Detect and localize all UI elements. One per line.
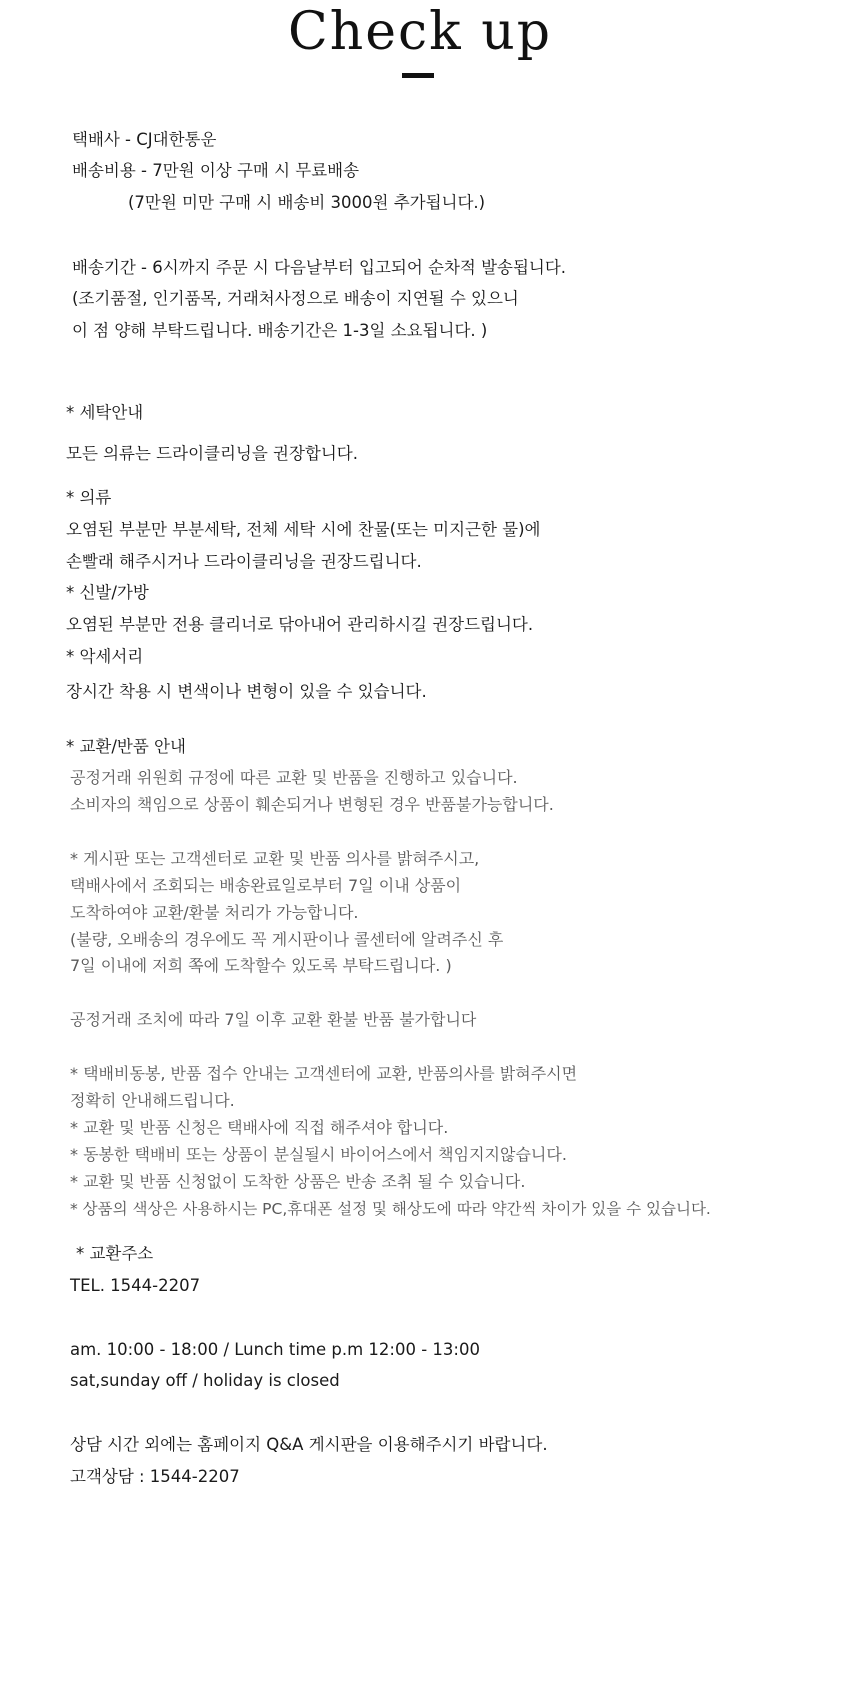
accessory-text: 장시간 착용 시 변색이나 변형이 있을 수 있습니다. [66,682,427,701]
accessory-heading: * 악세서리 [66,647,144,666]
shipping-period: 배송기간 - 6시까지 주문 시 다음날부터 입고되어 순차적 발송됩니다. [72,258,567,277]
exchange-rule-2: 소비자의 책임으로 상품이 훼손되거나 변형된 경우 반품불가능합니다. [70,795,554,814]
shipping-period-note-1: (조기품절, 인기품목, 거래처사정으로 배송이 지연될 수 있으니 [72,289,519,308]
exchange-heading: * 교환/반품 안내 [66,737,186,756]
exchange-note-4: * 동봉한 택배비 또는 상품이 분실될시 바이어스에서 책임지지않습니다. [70,1145,567,1164]
exchange-note-5: * 교환 및 반품 신청없이 도착한 상품은 반송 조취 될 수 있습니다. [70,1172,526,1191]
contact-closed-days: sat,sunday off / holiday is closed [70,1371,340,1390]
contact-consult-phone: 고객상담 : 1544-2207 [70,1467,240,1486]
exchange-note-6: * 상품의 색상은 사용하시는 PC,휴대폰 설정 및 해상도에 따라 약간씩 차이가 있을 수 있습니다. [70,1200,711,1218]
exchange-note-2: 정확히 안내해드립니다. [70,1091,235,1110]
exchange-process-3: 도착하여야 교환/환불 처리가 가능합니다. [70,903,359,922]
title-underline [402,73,434,78]
exchange-note-1: * 택배비동봉, 반품 접수 안내는 고객센터에 교환, 반품의사를 밝혀주시면 [70,1064,578,1083]
clothing-heading: * 의류 [66,488,112,507]
exchange-process-4: (불량, 오배송의 경우에도 꼭 게시판이나 콜센터에 알려주신 후 [70,930,504,949]
contact-tel: TEL. 1544-2207 [70,1276,201,1295]
washing-heading: * 세탁안내 [66,403,144,422]
clothing-text-1: 오염된 부분만 부분세탁, 전체 세탁 시에 찬물(또는 미지근한 물)에 [66,520,541,539]
exchange-address-heading: * 교환주소 [76,1244,154,1263]
shipping-period-note-2: 이 점 양해 부탁드립니다. 배송기간은 1-3일 소요됩니다. ) [72,321,488,340]
exchange-deadline: 공정거래 조치에 따라 7일 이후 교환 환불 반품 불가합니다 [70,1010,477,1029]
exchange-process-5: 7일 이내에 저희 쪽에 도착할수 있도록 부탁드립니다. ) [70,956,452,975]
page-title: Check up [288,2,552,62]
exchange-note-3: * 교환 및 반품 신청은 택배사에 직접 해주셔야 합니다. [70,1118,449,1137]
exchange-process-2: 택배사에서 조회되는 배송완료일로부터 7일 이내 상품이 [70,876,462,895]
exchange-rule-1: 공정거래 위원회 규정에 따른 교환 및 반품을 진행하고 있습니다. [70,768,518,787]
shipping-courier: 택배사 - CJ대한통운 [72,130,217,149]
shipping-cost: 배송비용 - 7만원 이상 구매 시 무료배송 [72,161,360,180]
contact-qa-note: 상담 시간 외에는 홈페이지 Q&A 게시판을 이용해주시기 바랍니다. [70,1435,548,1454]
washing-all-clothes: 모든 의류는 드라이클리닝을 권장합니다. [66,444,358,463]
exchange-process-1: * 게시판 또는 고객센터로 교환 및 반품 의사를 밝혀주시고, [70,849,480,868]
shoes-text: 오염된 부분만 전용 클리너로 닦아내어 관리하시길 권장드립니다. [66,615,534,634]
contact-hours: am. 10:00 - 18:00 / Lunch time p.m 12:00 - 13:00 [70,1340,480,1359]
clothing-text-2: 손빨래 해주시거나 드라이클리닝을 권장드립니다. [66,552,422,571]
shoes-heading: * 신발/가방 [66,583,149,602]
shipping-cost-note: (7만원 미만 구매 시 배송비 3000원 추가됩니다.) [128,193,486,212]
